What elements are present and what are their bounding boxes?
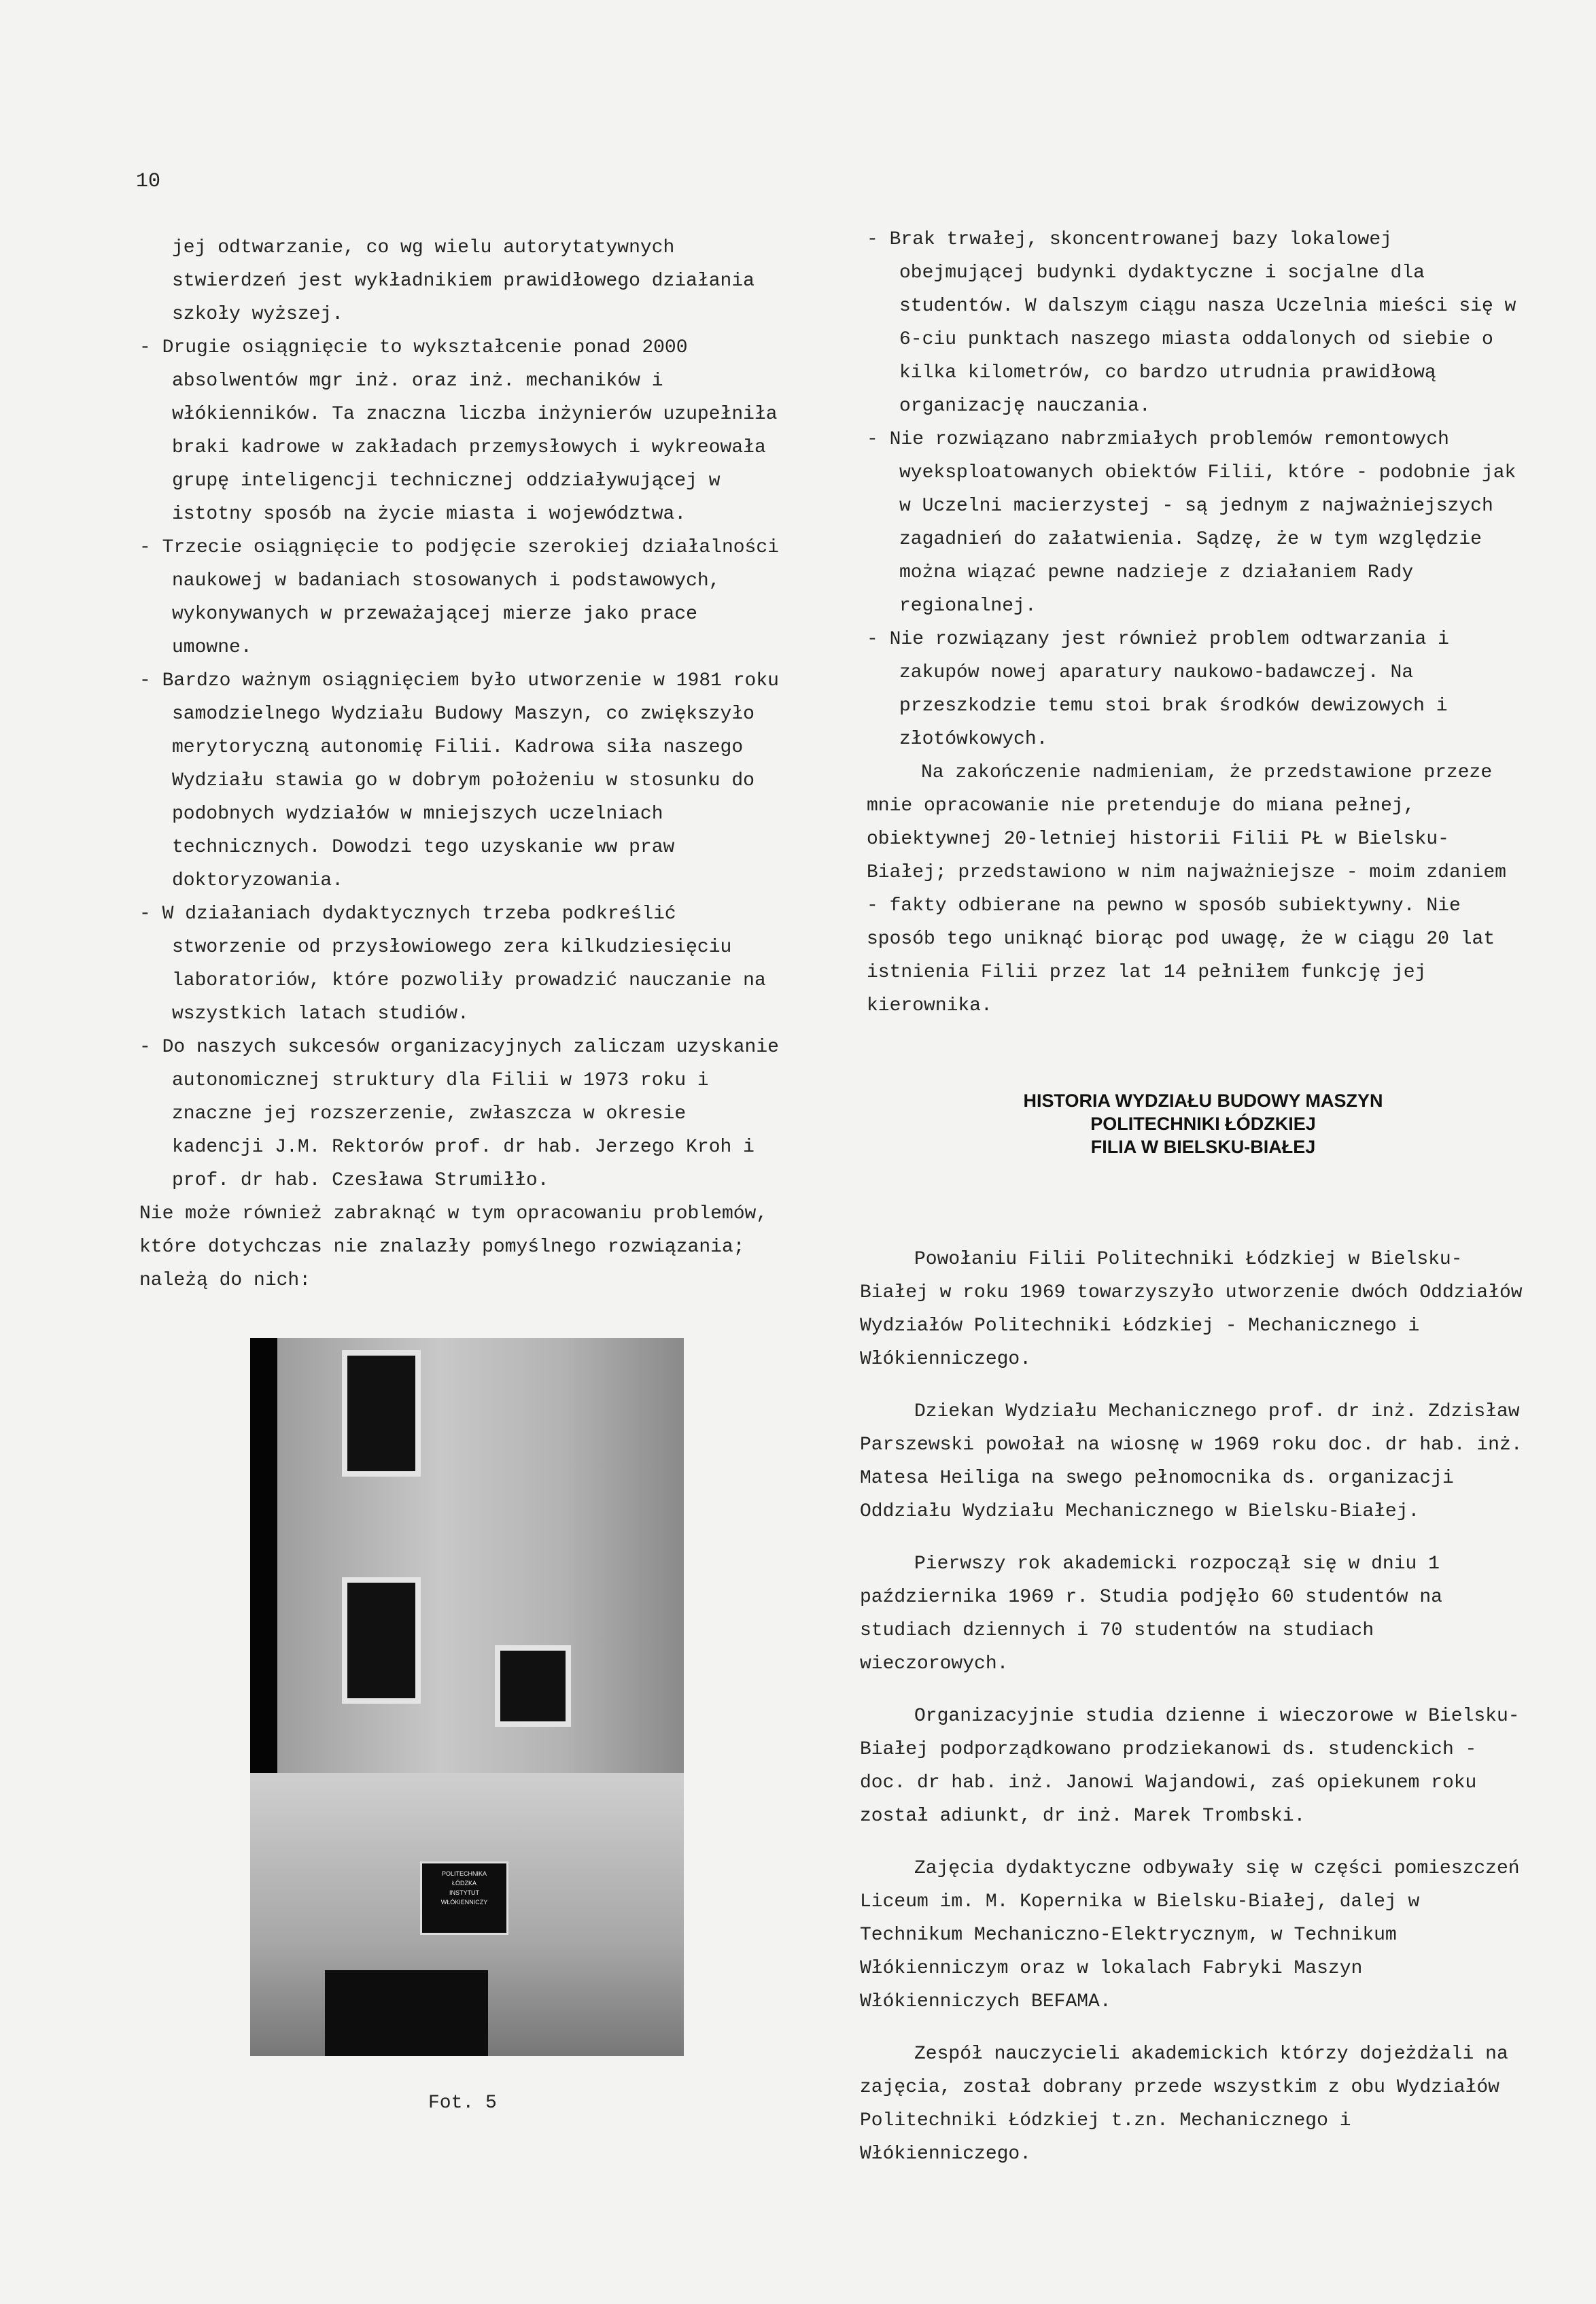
paragraph: Powołaniu Filii Politechniki Łódzkiej w Bielsku-Białej w roku 1969 towarzyszyło utworzenie dwóch Oddziałów Wydziałów Politechniki Łódzkiej - Mechanicznego i Włókienniczego. bbox=[860, 1249, 1523, 1370]
list-item: - Do naszych sukcesów organizacyjnych zaliczam uzyskanie autonomicznej struktury dla Filii w 1973 roku i znaczne jej rozszerzenie, zwłaszcza w okresie kadencji J.M. Rektorów prof. dr hab. Jerzego Kroh i prof. dr hab. Czesława Strumiłło. bbox=[139, 1031, 785, 1197]
photo-building-base bbox=[250, 1773, 684, 2056]
institute-plaque bbox=[420, 1861, 508, 1935]
list-item: - W działaniach dydaktycznych trzeba podkreślić stworzenie od przysłowiowego zera kilkudziesięciu laboratoriów, które pozwoliły prowadzić nauczanie na wszystkich latach studiów. bbox=[139, 897, 785, 1031]
paragraph: Zespół nauczycieli akademickich którzy dojeżdżali na zajęcia, został dobrany przede wszystkim z obu Wydziałów Politechniki Łódzkiej t.zn. Mechanicznego i Włókienniczego. bbox=[860, 2044, 1508, 2165]
paragraph: Zajęcia dydaktyczne odbywały się w części pomieszczeń Liceum im. M. Kopernika w Bielsku-Białej, dalej w Technikum Mechaniczno-Elektrycznym, w Technikum Włókienniczym oraz w lokalach Fabryki Maszyn Włókienniczych BEFAMA. bbox=[860, 1858, 1520, 2012]
page-number: 10 bbox=[136, 170, 161, 193]
photo-caption: Fot. 5 bbox=[428, 2093, 497, 2114]
photo-window bbox=[495, 1645, 571, 1727]
heading-line: POLITECHNIKI ŁÓDZKIEJ bbox=[1090, 1114, 1316, 1134]
plaque-line: INSTYTUT bbox=[449, 1889, 479, 1896]
list-item: - Drugie osiągnięcie to wykształcenie ponad 2000 absolwentów mgr inż. oraz inż. mechaników i włókienników. Ta znaczna liczba inżynierów uzupełniła braki kadrowe w zakładach przemysłowych i wykreowała grupę inteligencji technicznej oddziaływującej w istotny sposób na życie miasta i województwa. bbox=[139, 331, 785, 531]
list-item: - Bardzo ważnym osiągnięciem było utworzenie w 1981 roku samodzielnego Wydziału Budowy Maszyn, co zwiększyło merytoryczną autonomię Filii. Kadrowa siła naszego Wydziału stawia go w dobrym położeniu w stosunku do podobnych wydziałów w mniejszych uczelniach technicznych. Dowodzi tego uzyskanie ww praw doktoryzowania. bbox=[139, 664, 785, 897]
photo-window bbox=[342, 1577, 421, 1704]
list-item: - Brak trwałej, skoncentrowanej bazy lokalowej obejmującej budynki dydaktyczne i socjalne dla studentów. W dalszym ciągu nasza Uczelnia mieści się w 6-ciu punktach naszego miasta oddalonych od siebie o kilka kilometrów, co bardzo utrudnia prawidłową organizację nauczania. bbox=[867, 223, 1519, 423]
section-body bbox=[860, 1224, 1526, 2190]
left-column bbox=[139, 231, 785, 1297]
building-photo bbox=[250, 1338, 684, 2056]
paragraph: Nie może również zabraknąć w tym opracowaniu problemów, które dotychczas nie znalazły pomyślnego rozwiązania; należą do nich: bbox=[139, 1203, 768, 1291]
photo-window bbox=[342, 1350, 421, 1477]
photo-door bbox=[325, 1970, 488, 2056]
paragraph: Dziekan Wydziału Mechanicznego prof. dr inż. Zdzisław Parszewski powołał na wiosnę w 1969 roku doc. dr hab. inż. Matesa Heiliga na swego pełnomocnika ds. organizacji Oddziału Wydziału Mechanicznego w Bielsku-Białej. bbox=[860, 1401, 1523, 1522]
plaque-line: ŁÓDZKA bbox=[451, 1880, 476, 1887]
paragraph-continuation: jej odtwarzanie, co wg wielu autorytatywnych stwierdzeń jest wykładnikiem prawidłowego działania szkoły wyższej. bbox=[172, 237, 754, 325]
right-column bbox=[867, 223, 1519, 1022]
paragraph: Organizacyjnie studia dzienne i wieczorowe w Bielsku-Białej podporządkowano prodziekanowi ds. studenckich - doc. dr hab. inż. Janowi Wajandowi, zaś opiekunem roku został adiunkt, dr inż. Marek Trombski. bbox=[860, 1706, 1520, 1827]
list-item: - Nie rozwiązany jest również problem odtwarzania i zakupów nowej aparatury naukowo-badawczej. Na przeszkodzie temu stoi brak środków dewizowych i złotówkowych. bbox=[867, 623, 1519, 756]
heading-line: FILIA W BIELSKU-BIAŁEJ bbox=[1090, 1137, 1316, 1157]
heading-line: HISTORIA WYDZIAŁU BUDOWY MASZYN bbox=[1023, 1090, 1383, 1111]
plaque-line: POLITECHNIKA bbox=[441, 1870, 487, 1877]
list-item: - Nie rozwiązano nabrzmiałych problemów remontowych wyeksploatowanych obiektów Filii, które - podobnie jak w Uczelni macierzystej - są jednym z najważniejszych zagadnień do załatwienia. Sądzę, że w tym względzie można wiązać pewne nadzieje z działaniem Rady regionalnej. bbox=[867, 423, 1519, 623]
paragraph: Na zakończenie nadmieniam, że przedstawione przeze mnie opracowanie nie pretenduje do miana pełnej, obiektywnej 20-letniej historii Filii PŁ w Bielsku-Białej; przedstawiono w nim najważniejsze - moim zdaniem - fakty odbierane na pewno w sposób subiektywny. Nie sposób tego uniknąć biorąc pod uwagę, że w ciągu 20 lat istnienia Filii przez lat 14 pełniłem funkcję jej kierownika. bbox=[867, 762, 1506, 1016]
list-item: - Trzecie osiągnięcie to podjęcie szerokiej działalności naukowej w badaniach stosowanych i podstawowych, wykonywanych w przeważającej mierze jako prace umowne. bbox=[139, 531, 785, 664]
section-heading bbox=[904, 1089, 1502, 1158]
paragraph: Pierwszy rok akademicki rozpoczął się w dniu 1 października 1969 r. Studia podjęło 60 studentów na studiach dziennych i 70 studentów na studiach wieczorowych. bbox=[860, 1553, 1442, 1674]
plaque-line: WŁÓKIENNICZY bbox=[440, 1899, 488, 1906]
